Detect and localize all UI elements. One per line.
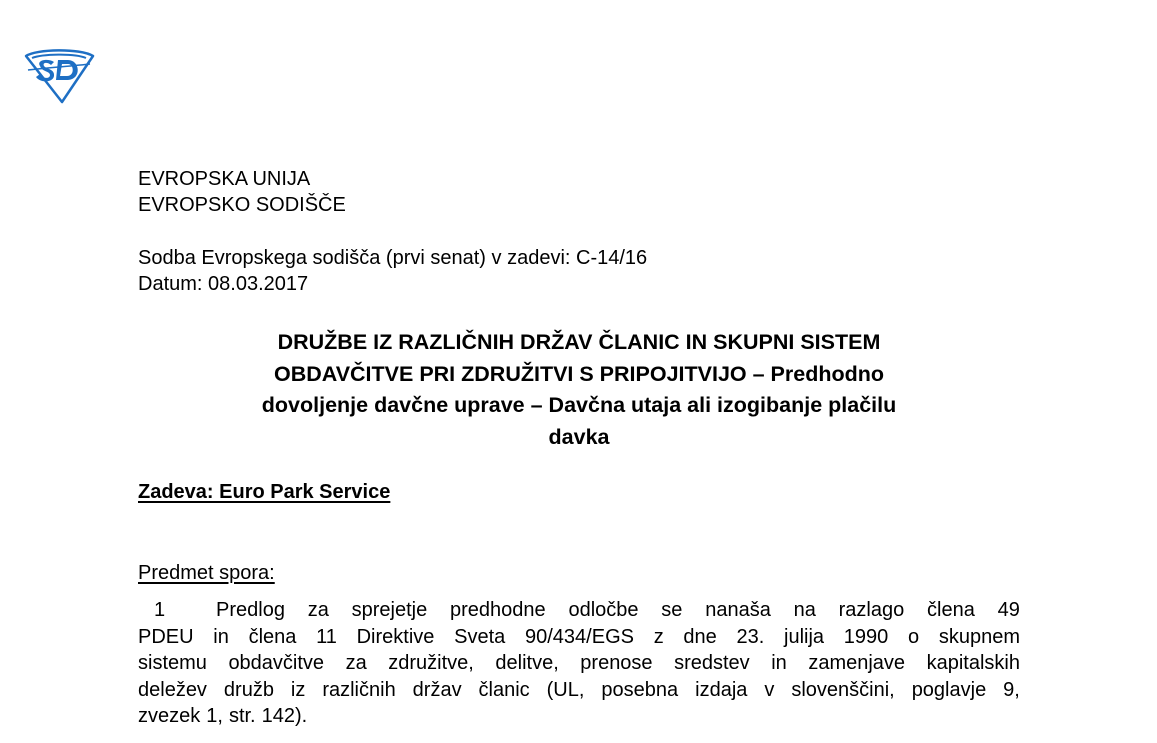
paragraph-word: za [345,652,367,674]
paragraph-word: 49 [997,599,1020,621]
paragraph-word: se [661,599,683,621]
paragraph-word: odločbe [568,599,639,621]
paragraph-line [138,650,1020,677]
paragraph-word: 9, [1003,678,1020,701]
paragraph-line [138,677,1020,704]
paragraph-word: (UL, [546,678,585,701]
header-union: EVROPSKA UNIJA [138,168,311,190]
paragraph-word: in [771,652,787,674]
paragraph-line [216,597,1020,624]
case-reference: Sodba Evropskega sodišča (prvi senat) v zadevi: C-14/16 [138,247,648,269]
paragraph-word: kapitalskih [926,652,1020,674]
paragraph-word: 1, [206,705,223,727]
paragraph-word: obdavčitve [228,652,325,674]
paragraph-word: sistemu [138,652,207,674]
paragraph-word: člena [248,625,297,648]
paragraph-number: 1 [154,599,166,621]
shield-logo-icon [22,46,96,104]
paragraph-word: skupnem [938,625,1020,648]
document-heading [138,327,1020,453]
paragraph-word: Predlog [216,599,285,621]
paragraph-word: na [793,599,816,621]
paragraph-word: iz [290,678,306,701]
paragraph-word: deležev [138,678,207,701]
paragraph-word: članic [478,678,530,701]
heading-line: dovoljenje davčne uprave – Davčna utaja ali izogibanje plačilu [261,393,897,417]
paragraph-word: razlago [838,599,905,621]
paragraph-word: izdaja [695,678,748,701]
heading-line: davka [548,424,610,449]
paragraph-word: slovenščini, [791,678,895,701]
paragraph-word: sredstev [674,652,750,674]
paragraph-word: zvezek [138,705,201,727]
paragraph-line [138,703,1020,730]
case-date: Datum: 08.03.2017 [138,273,309,295]
paragraph-line [138,624,1020,651]
paragraph-word: 142). [261,705,308,727]
paragraph-word: o [908,625,920,648]
paragraph-word: delitve, [495,652,559,674]
paragraph-word: člena [927,599,975,621]
paragraph-word: v [764,678,775,701]
case-subject: Zadeva: Euro Park Service [138,481,391,503]
paragraph-word: dne [683,625,717,648]
paragraph-word: str. [228,705,256,727]
paragraph-word: PDEU [138,625,194,648]
paragraph-word: različnih [322,678,396,701]
paragraph-word: z [653,625,664,648]
paragraph-word: predhodne [450,599,546,621]
paragraph-word: za [307,599,329,621]
heading-line: DRUŽBE IZ RAZLIČNIH DRŽAV ČLANIC IN SKUPNI SISTEM [277,330,881,354]
paragraph-word: Direktive [356,625,435,648]
paragraph-word: julija [784,625,825,648]
paragraph-word: Sveta [454,625,506,648]
paragraph-word: držav [412,678,462,701]
section-label: Predmet spora: [138,562,275,584]
paragraph-word: združitve, [388,652,474,674]
paragraph-word: sprejetje [351,599,428,621]
paragraph-word: družb [223,678,274,701]
paragraph-word: nanaša [705,599,771,621]
heading-line: OBDAVČITVE PRI ZDRUŽITVI S PRIPOJITVIJO – Predhodno [273,361,885,386]
paragraph-word: 11 [316,625,337,648]
paragraph-word: posebna [601,678,679,701]
paragraph-word: 23. [736,625,765,648]
paragraph-word: 90/434/EGS [525,625,634,648]
paragraph-word: 1990 [843,625,889,648]
paragraph-word: zamenjave [808,652,906,674]
paragraph-word: in [213,625,229,648]
paragraph-word: prenose [580,652,653,674]
paragraph-1 [138,597,1020,730]
paragraph-word: poglavje [911,678,987,701]
header-court: EVROPSKO SODIŠČE [138,194,346,216]
